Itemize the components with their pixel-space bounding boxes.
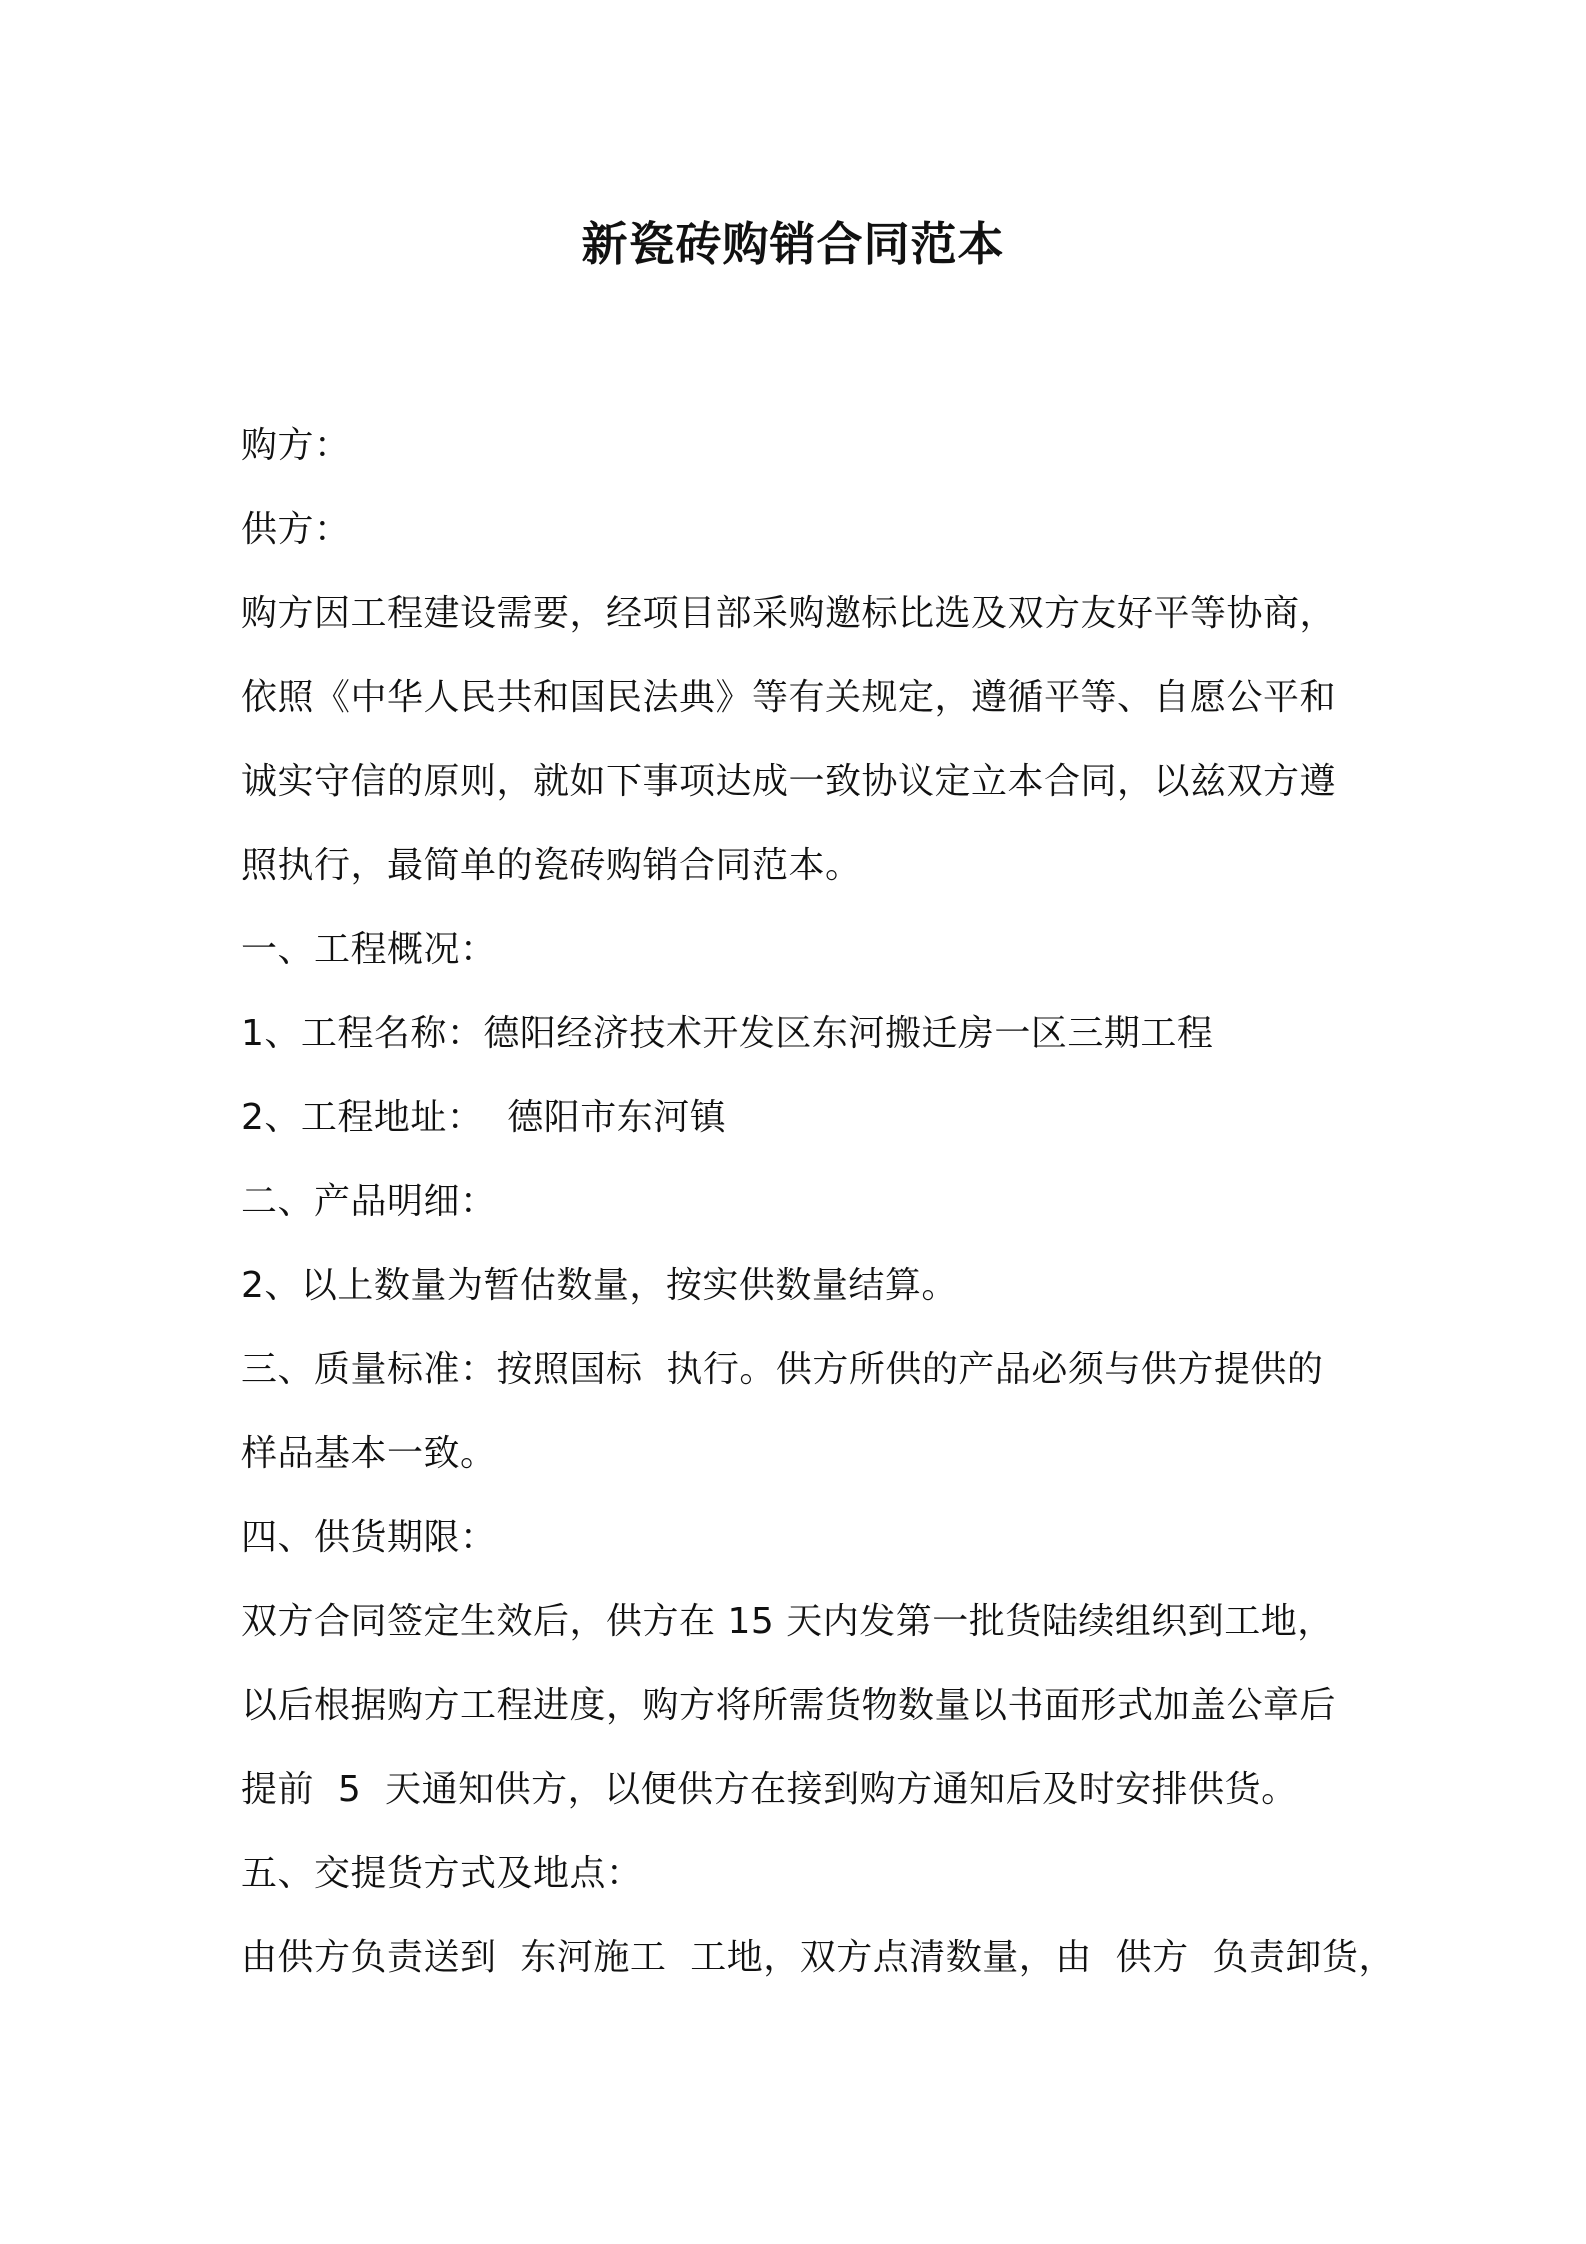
supplier-line: 供方： xyxy=(241,509,351,550)
section-2-heading: 二、产品明细： xyxy=(241,1181,497,1222)
buyer-line: 购方： xyxy=(241,425,351,466)
section-3-line-1: 三、质量标准：按照国标 执行。供方所供的产品必须与供方提供的 xyxy=(241,1349,1324,1390)
section-1-heading: 一、工程概况： xyxy=(241,929,497,970)
section-3-line-2: 样品基本一致。 xyxy=(241,1433,497,1474)
supply-term-line-2: 以后根据购方工程进度，购方将所需货物数量以书面形式加盖公章后 xyxy=(241,1685,1337,1726)
section-5-heading: 五、交提货方式及地点： xyxy=(241,1853,643,1894)
document-title: 新瓷砖购销合同范本 xyxy=(581,217,1005,271)
section-4-heading: 四、供货期限： xyxy=(241,1517,497,1558)
preamble-line-1: 购方因工程建设需要，经项目部采购邀标比选及双方友好平等协商， xyxy=(241,593,1337,634)
quantity-note-line: 2、以上数量为暂估数量，按实供数量结算。 xyxy=(241,1265,958,1306)
document-body xyxy=(241,404,1396,2000)
project-name-line: 1、工程名称：德阳经济技术开发区东河搬迁房一区三期工程 xyxy=(241,1013,1214,1054)
preamble-line-2: 依照《中华人民共和国民法典》等有关规定，遵循平等、自愿公平和 xyxy=(241,677,1337,718)
project-address-line: 2、工程地址： 德阳市东河镇 xyxy=(241,1097,727,1138)
preamble-line-3: 诚实守信的原则，就如下事项达成一致协议定立本合同，以兹双方遵 xyxy=(241,761,1337,802)
supply-term-line-3: 提前 5 天通知供方，以便供方在接到购方通知后及时安排供货。 xyxy=(241,1769,1298,1810)
delivery-line-1: 由供方负责送到 东河施工 工地，双方点清数量，由 供方 负责卸货， xyxy=(241,1937,1396,1978)
supply-term-line-1: 双方合同签定生效后，供方在 15 天内发第一批货陆续组织到工地， xyxy=(241,1601,1334,1642)
preamble-line-4: 照执行，最简单的瓷砖购销合同范本。 xyxy=(241,845,862,886)
